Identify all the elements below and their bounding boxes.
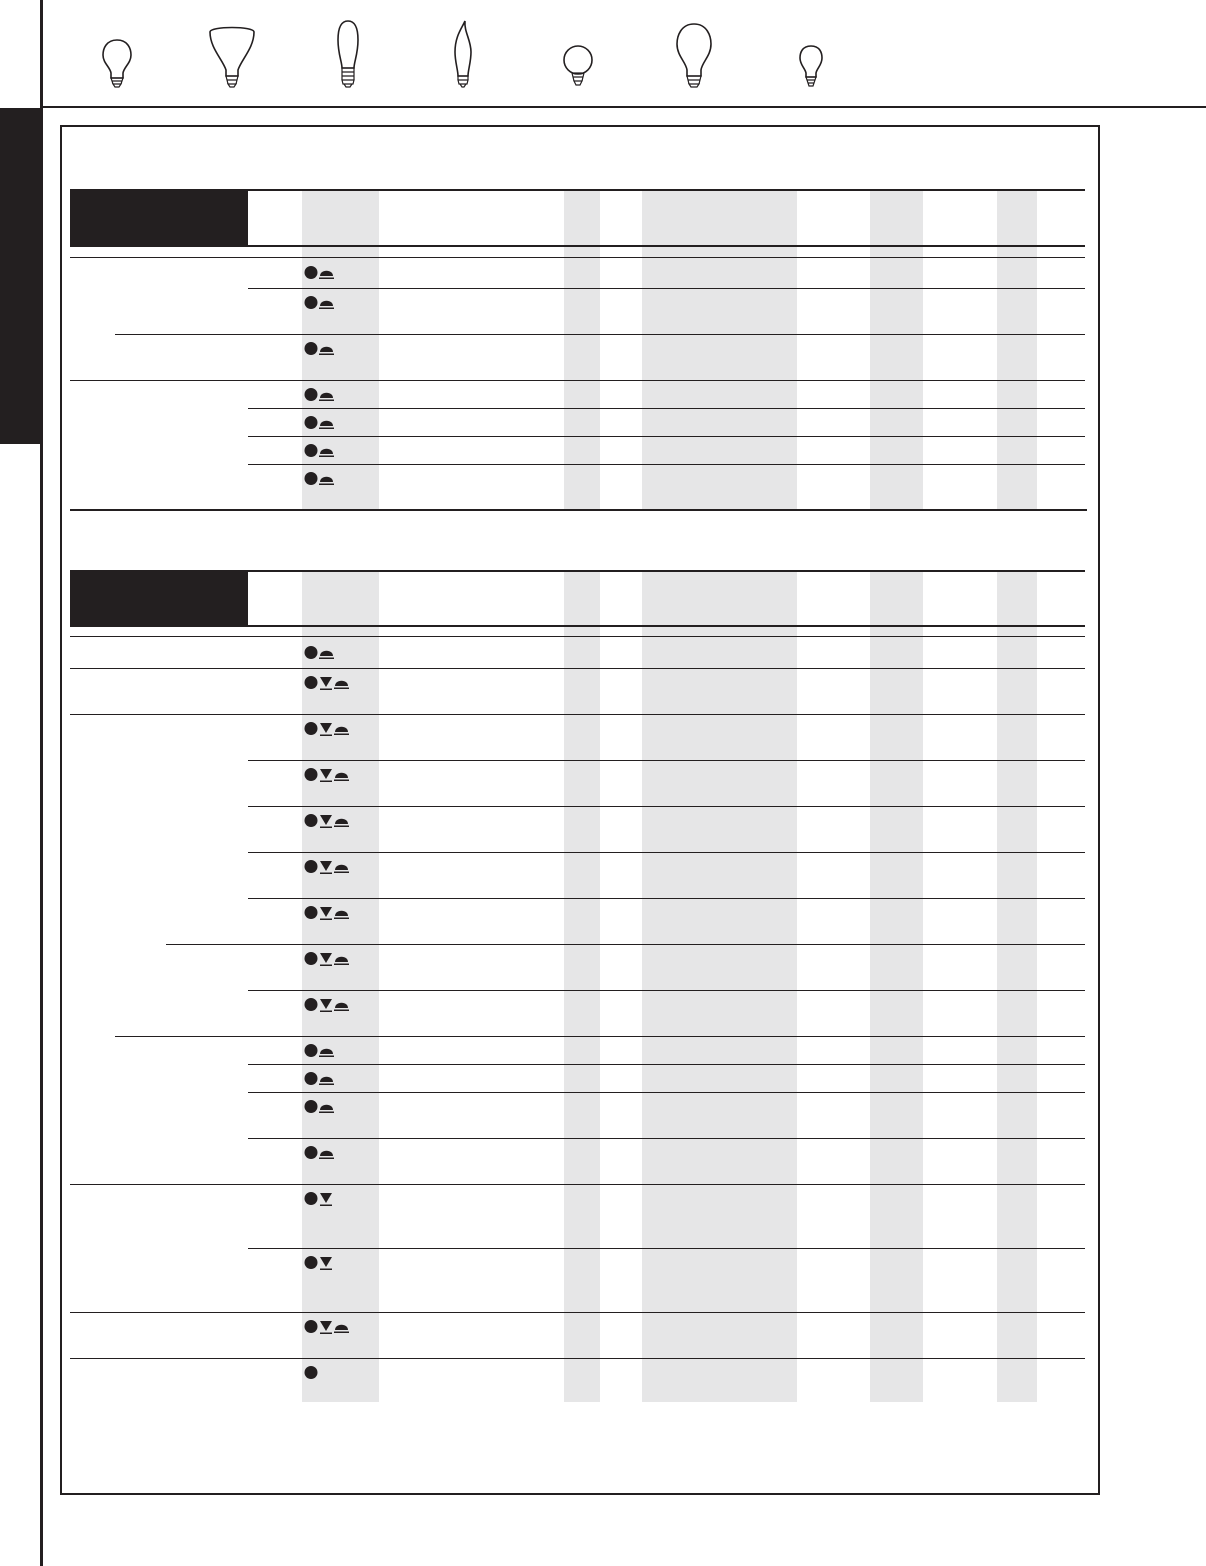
shaded-column [870, 190, 923, 510]
row-icons [304, 721, 350, 737]
circle-icon [305, 860, 318, 873]
header-bottom-rule [70, 625, 1085, 627]
dome-icon [319, 271, 334, 279]
circle-icon [305, 416, 318, 429]
dome-icon [334, 1003, 349, 1011]
circle-icon [305, 266, 318, 279]
header-rule [40, 106, 1206, 108]
circle-icon [305, 952, 318, 965]
circle-icon [305, 1072, 318, 1085]
circle-icon [305, 998, 318, 1011]
row-rule [248, 852, 1085, 853]
dome-icon [334, 727, 349, 735]
row-icons [304, 951, 350, 967]
row-rule [70, 380, 1085, 381]
table-bottom-rule [70, 509, 1087, 511]
circle-icon [305, 814, 318, 827]
circle-icon [305, 1146, 318, 1159]
shaded-column [997, 190, 1037, 510]
circle-icon [305, 342, 318, 355]
dome-icon [319, 651, 334, 659]
dome-icon [319, 1049, 334, 1057]
row-icons [304, 1365, 319, 1381]
row-icons [304, 443, 335, 459]
circle-icon [305, 1100, 318, 1113]
row-icons [304, 645, 335, 661]
row-icons [304, 471, 335, 487]
dome-icon [319, 421, 334, 429]
triangle-icon [320, 1257, 332, 1270]
tubular-bulb-icon [330, 18, 366, 95]
row-icons [304, 675, 350, 691]
circle-icon [305, 768, 318, 781]
shaded-column [564, 571, 600, 1402]
row-icons [304, 1043, 335, 1059]
row-rule [248, 1064, 1085, 1065]
dome-icon [334, 773, 349, 781]
header-top-rule [70, 570, 1085, 572]
triangle-icon [320, 999, 332, 1012]
row-rule [115, 1036, 1085, 1037]
dome-icon [334, 865, 349, 873]
circle-icon [305, 296, 318, 309]
row-rule [248, 1248, 1085, 1249]
row-icons [304, 1319, 350, 1335]
triangle-icon [320, 769, 332, 782]
row-rule [70, 1312, 1085, 1313]
row-rule [248, 408, 1085, 409]
row-rule [115, 334, 1085, 335]
circle-icon [305, 444, 318, 457]
row-rule [248, 464, 1085, 465]
triangle-icon [320, 861, 332, 874]
dome-icon [319, 347, 334, 355]
triangle-icon [320, 815, 332, 828]
circle-icon [305, 1366, 318, 1379]
shaded-column [642, 571, 797, 1402]
row-rule [248, 436, 1085, 437]
circle-icon [305, 388, 318, 401]
small-a-line-bulb-icon [796, 18, 826, 95]
header-bottom-rule [70, 245, 1085, 247]
shaded-column [302, 571, 379, 1402]
row-icons [304, 767, 350, 783]
triangle-icon [320, 677, 332, 690]
row-icons [304, 341, 335, 357]
triangle-icon [320, 723, 332, 736]
row-rule [248, 1092, 1085, 1093]
row-icons [304, 265, 335, 281]
shaded-column [997, 571, 1037, 1402]
row-rule [70, 257, 1085, 258]
circle-icon [305, 906, 318, 919]
row-icons [304, 387, 335, 403]
triangle-icon [320, 907, 332, 920]
reflector-bulb-icon [207, 18, 257, 95]
triangle-icon [320, 1193, 332, 1206]
dome-icon [319, 1077, 334, 1085]
row-rule [248, 288, 1085, 289]
dome-icon [334, 681, 349, 689]
dome-icon [334, 911, 349, 919]
row-icons [304, 1255, 334, 1271]
row-rule [248, 806, 1085, 807]
row-rule [248, 760, 1085, 761]
table-header-block [70, 190, 248, 247]
dome-icon [334, 1325, 349, 1333]
row-rule [70, 668, 1085, 669]
row-icons [304, 1145, 335, 1161]
row-rule [166, 944, 1085, 945]
row-rule [70, 1184, 1085, 1185]
large-a-line-bulb-icon [673, 18, 715, 95]
circle-icon [305, 1192, 318, 1205]
row-icons [304, 997, 350, 1013]
circle-icon [305, 676, 318, 689]
a-line-bulb-icon [100, 18, 134, 95]
dome-icon [319, 301, 334, 309]
flame-tip-bulb-icon [448, 18, 478, 95]
row-icons [304, 1191, 334, 1207]
row-rule [70, 636, 1085, 637]
row-icons [304, 1071, 335, 1087]
triangle-icon [320, 953, 332, 966]
dome-icon [319, 477, 334, 485]
row-rule [70, 1358, 1085, 1359]
circle-icon [305, 722, 318, 735]
dome-icon [319, 1151, 334, 1159]
dome-icon [334, 819, 349, 827]
row-rule [248, 1138, 1085, 1139]
row-icons [304, 905, 350, 921]
circle-icon [305, 1256, 318, 1269]
circle-icon [305, 472, 318, 485]
globe-bulb-icon [560, 18, 596, 95]
header-top-rule [70, 189, 1085, 191]
shaded-column [642, 190, 797, 510]
shaded-column [564, 190, 600, 510]
row-icons [304, 295, 335, 311]
triangle-icon [320, 1321, 332, 1334]
row-rule [248, 898, 1085, 899]
shaded-column [870, 571, 923, 1402]
dome-icon [319, 449, 334, 457]
row-rule [70, 714, 1085, 715]
dome-icon [319, 393, 334, 401]
row-icons [304, 1099, 335, 1115]
circle-icon [305, 1320, 318, 1333]
table-header-block [70, 571, 248, 627]
section-tab [0, 108, 42, 444]
row-icons [304, 415, 335, 431]
circle-icon [305, 1044, 318, 1057]
dome-icon [319, 1105, 334, 1113]
row-icons [304, 813, 350, 829]
row-icons [304, 859, 350, 875]
row-rule [248, 990, 1085, 991]
dome-icon [334, 957, 349, 965]
circle-icon [305, 646, 318, 659]
